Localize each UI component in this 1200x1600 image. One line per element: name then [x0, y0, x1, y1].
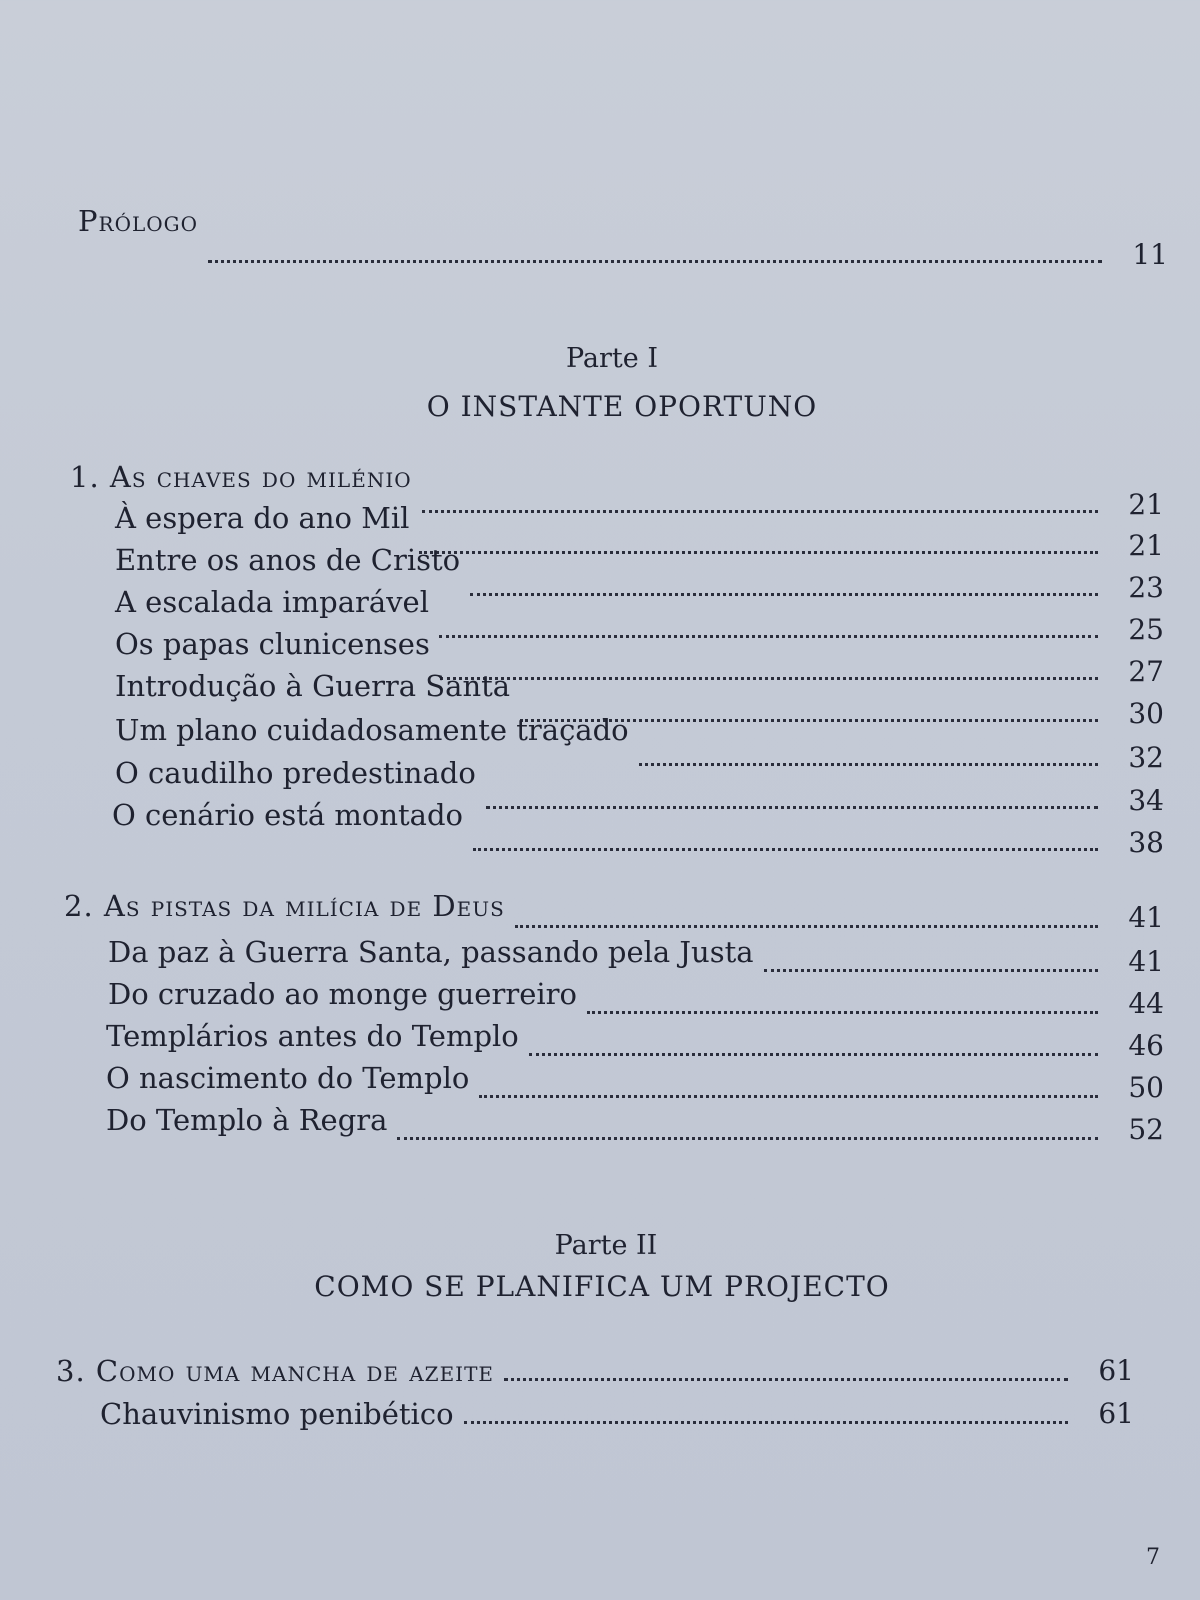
toc-entry-page: 50	[1128, 1071, 1164, 1104]
leader-dots	[529, 1052, 1098, 1056]
toc-entry-page: 61	[1098, 1397, 1134, 1430]
toc-section	[106, 1103, 1164, 1146]
part-title: COMO SE PLANIFICA UM PROJECTO	[314, 1270, 890, 1303]
toc-section-label: Templários antes do Templo	[106, 1019, 519, 1053]
toc-entry-page: 25	[1128, 613, 1164, 646]
toc-section-label: Introdução à Guerra Santa	[115, 669, 511, 703]
leader-dots	[479, 1094, 1098, 1098]
toc-chapter	[64, 889, 1164, 934]
part-title: O INSTANTE OPORTUNO	[426, 390, 818, 423]
toc-section-label: O cenário está montado	[112, 798, 463, 832]
toc-entry-page: 38	[1128, 826, 1164, 859]
toc-chapter-title: 3. Como uma mancha de azeite	[56, 1354, 495, 1388]
toc-entry-page: 61	[1098, 1354, 1134, 1387]
part-heading: Parte II	[554, 1230, 658, 1261]
toc-section	[108, 935, 1164, 978]
toc-entry-page: 34	[1128, 784, 1164, 817]
toc-entry-page: 30	[1128, 697, 1164, 730]
toc-section-label: Do cruzado ao monge guerreiro	[108, 977, 577, 1011]
toc-entry-page: 46	[1128, 1029, 1164, 1062]
leader-dots	[515, 924, 1098, 928]
toc-entry-page: 41	[1128, 945, 1164, 978]
toc-section	[112, 798, 1164, 859]
toc-section-label: Entre os anos de Cristo	[115, 543, 461, 577]
toc-chapter-title: 1. As chaves do milénio	[70, 460, 412, 494]
toc-section	[100, 1398, 1134, 1430]
page-number: 7	[1146, 1545, 1160, 1570]
toc-entry-page: 41	[1128, 901, 1164, 934]
toc-entry-prologue	[78, 204, 1168, 271]
toc-entry-label: Prólogo	[78, 204, 199, 238]
leader-dots	[464, 1420, 1068, 1424]
toc-chapter	[56, 1355, 1134, 1387]
leader-dots	[504, 1377, 1068, 1381]
toc-entry-page: 21	[1128, 529, 1164, 562]
leader-dots	[473, 847, 1098, 851]
toc-entry-page: 32	[1128, 741, 1164, 774]
toc-section	[106, 1061, 1164, 1104]
toc-section-label: À espera do ano Mil	[115, 501, 410, 535]
toc-chapter-title: 2. As pistas da milícia de Deus	[64, 889, 505, 923]
toc-entry-page: 52	[1128, 1113, 1164, 1146]
toc-entry-page: 23	[1128, 571, 1164, 604]
toc-entry-page: 27	[1128, 655, 1164, 688]
part-heading: Parte I	[565, 343, 659, 374]
toc-section	[108, 977, 1164, 1020]
leader-dots	[587, 1010, 1098, 1014]
toc-section-label: Os papas clunicenses	[115, 627, 430, 661]
toc-section-label: O nascimento do Templo	[106, 1061, 470, 1095]
toc-entry-page: 11	[1132, 238, 1168, 271]
toc-section-label: Da paz à Guerra Santa, passando pela Justa	[108, 935, 754, 969]
toc-entry-page: 44	[1128, 987, 1164, 1020]
toc-section-label: A escalada imparável	[115, 585, 429, 619]
toc-section-label: Chauvinismo penibético	[100, 1397, 454, 1431]
toc-section	[106, 1019, 1164, 1062]
toc-section-label: Do Templo à Regra	[106, 1103, 388, 1137]
toc-section-label: O caudilho predestinado	[115, 756, 476, 790]
leader-dots	[397, 1136, 1098, 1140]
toc-section-label: Um plano cuidadosamente traçado	[115, 713, 629, 747]
leader-dots	[208, 259, 1102, 263]
leader-dots	[764, 968, 1098, 972]
toc-entry-page: 21	[1128, 488, 1164, 521]
